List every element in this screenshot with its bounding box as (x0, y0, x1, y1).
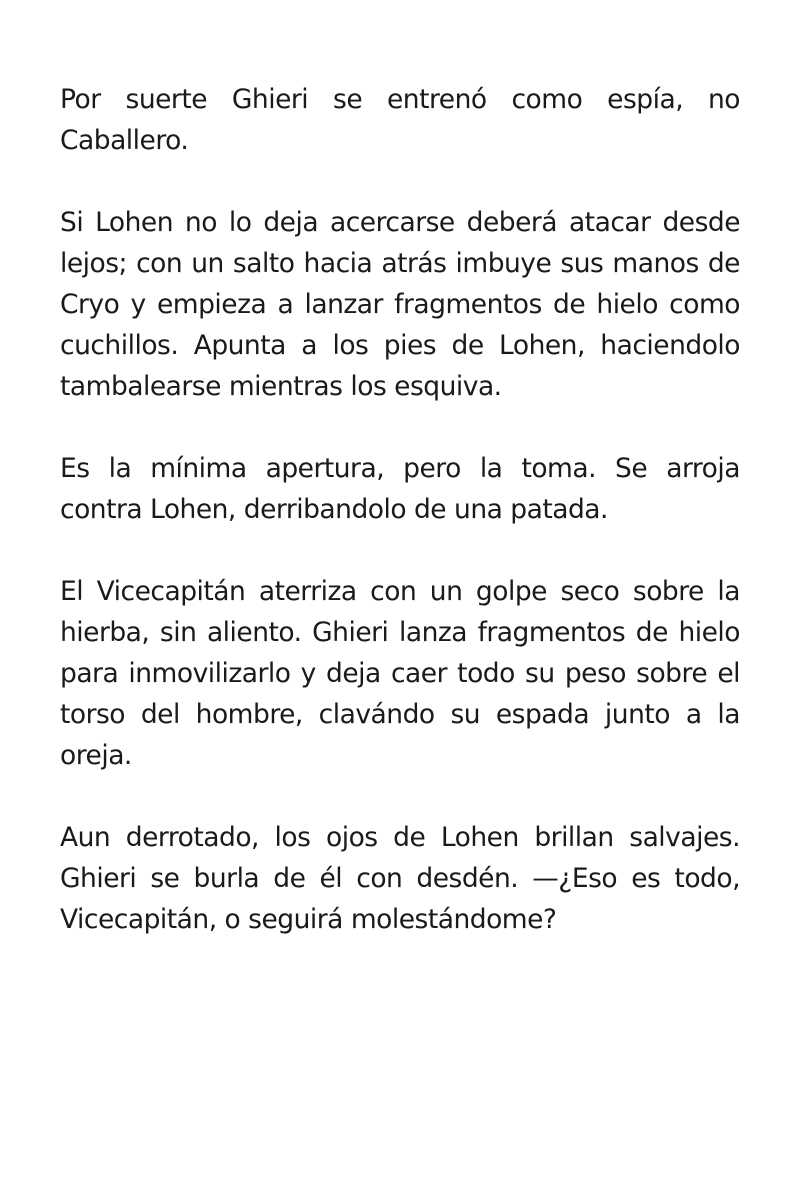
paragraph-2: Si Lohen no lo deja acercarse deberá atacar desde lejos; con un salto hacia atrás imbuye sus manos de Cryo y empieza a lanzar fragmentos de hielo como cuchillos. Apunta a los pies de Lohen, haciendolo tambalearse mientras los esquiva. (60, 207, 740, 402)
paragraph-4: El Vicecapitán aterriza con un golpe seco sobre la hierba, sin aliento. Ghieri lanza fragmentos de hielo para inmovilizarlo y deja caer todo su peso sobre el torso del hombre, clavándo su espada junto a la oreja. (60, 576, 740, 771)
document-page (60, 79, 740, 940)
paragraph-3: Es la mínima apertura, pero la toma. Se arroja contra Lohen, derribandolo de una patada. (60, 453, 740, 525)
paragraph-5: Aun derrotado, los ojos de Lohen brillan salvajes. Ghieri se burla de él con desdén. —¿Eso es todo, Vicecapitán, o seguirá molestándome? (60, 822, 740, 935)
paragraph-1: Por suerte Ghieri se entrenó como espía, no Caballero. (60, 84, 740, 156)
